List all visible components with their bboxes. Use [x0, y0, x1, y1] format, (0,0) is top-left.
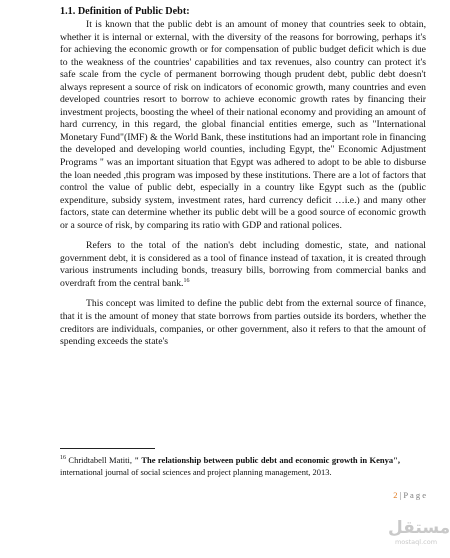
watermark-logo-text: مستقل [388, 518, 450, 538]
paragraph-2-text: Refers to the total of the nation's debt including domestic, state, and national government debt, it is considered as a tool of finance instead of taxation, it is created through various instruments including bonds, treasury bills, borrowing from commercial banks and overdraft from the central bank. [60, 240, 426, 289]
section-heading: 1.1. Definition of Public Debt: [60, 6, 190, 17]
paragraph-1: It is known that the public debt is an amount of money that countries seek to obtain, whether it is internal or external, with the diversity of the reasons for borrowing, perhaps it's for achieving the economic growth or for compensation of public budget deficit which is due to the weakness of the countries' capabilities and tax revenues, also country can protect it's safe scale from the cycle of permanent borrowing though prudent debt, public debt doesn't always represent a source of risk on indicators of economic growth, many countries and even developed countries resort to borrow to achieve economic growth rates by financing their investment projects, boosting the wheel of their national economy and providing an amount of hard currency, in this regard, the global financial entities emerge, such as "International Monetary Fund"(IMF) & the World Bank, these institutions had an important role in financing the developed and developing world counties, including Egypt, the" Economic Adjustment Programs " was an important situation that Egypt was adhered to adopt to be able to disburse the loan needed ,this program was imposed by these institutions. There are a lot of factors that control the value of public debt, especially in a country like Egypt such as the (public expenditure, subsidy system, investment rates, hard currency deficit …i.e.) and many other factors, state can determine whether its public debt will be a good source of economic growth or a source of risk, by comparing its ratio with GDP and rational polices. [60, 19, 426, 231]
page-number-label: P a g e [403, 490, 426, 500]
footnote-reference: 16 [183, 277, 190, 284]
watermark-site: mostaql.com [394, 538, 438, 546]
page-number-value: 2 [393, 490, 398, 500]
paragraph-2 [60, 240, 426, 290]
document-page [60, 6, 426, 349]
footnote-author: Chridtabell Matiti, [68, 455, 132, 465]
footnote-marker: 16 [60, 455, 66, 462]
page-number [360, 490, 426, 500]
footnote [60, 454, 400, 478]
watermark-logo [388, 518, 450, 546]
paragraph-3: This concept was limited to define the public debt from the external source of finance, that it is the amount of money that state borrows from parties outside its borders, whether the creditors are individuals, companies, or other government, also it refers to that the amount of spending exceeds the state's [60, 298, 426, 348]
page-number-separator: | [399, 490, 402, 500]
footnote-divider [60, 448, 155, 449]
footnote-source: international journal of social sciences and project planning management, 2013. [60, 467, 332, 477]
footnote-title: " The relationship between public debt and economic growth in Kenya", [134, 455, 400, 465]
